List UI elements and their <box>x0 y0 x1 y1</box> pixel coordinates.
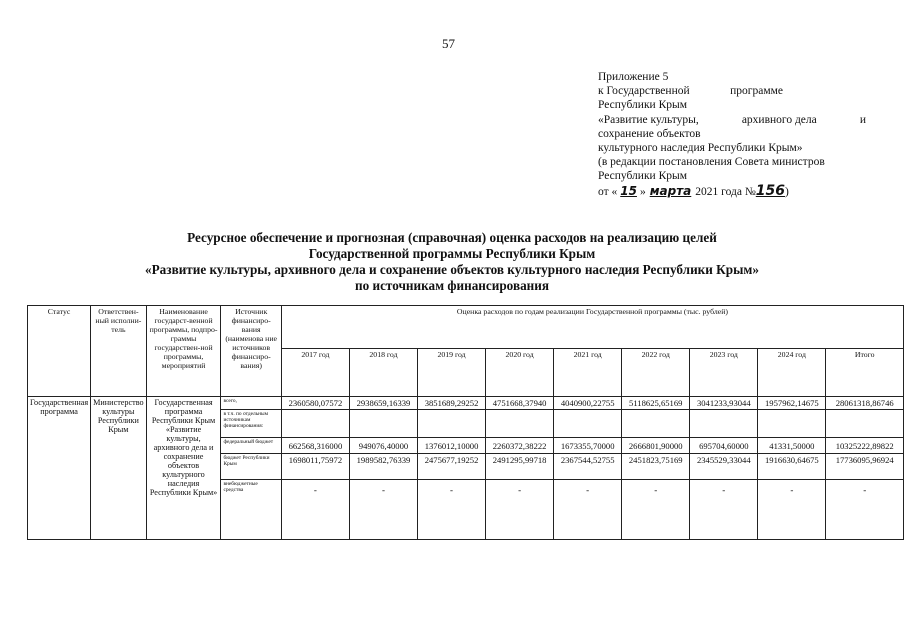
header-year: 2024 год <box>758 349 826 397</box>
table-cell: - <box>826 480 904 540</box>
table-cell: 4040900,22755 <box>554 397 622 410</box>
table-cell <box>281 410 349 438</box>
appendix-line: сохранение объектов <box>598 127 701 140</box>
table-cell: 4751668,37940 <box>486 397 554 410</box>
table-cell: - <box>690 480 758 540</box>
cell-executor: Министерство культуры Республики Крым <box>91 397 146 540</box>
header-year: 2023 год <box>690 349 758 397</box>
table-cell <box>486 410 554 438</box>
cell-source: в т.ч. по отдельным источникам финансирования: <box>221 410 281 438</box>
title-line: Государственной программы Республики Крым <box>308 246 596 261</box>
header-year: 2019 год <box>418 349 486 397</box>
table-cell <box>690 410 758 438</box>
header-year: 2020 год <box>486 349 554 397</box>
table-cell: 3851689,29252 <box>418 397 486 410</box>
appendix-text: программе <box>730 85 783 98</box>
date-prefix: от « <box>598 185 618 198</box>
table-cell: 28061318,86746 <box>826 397 904 410</box>
table-cell: 662568,316000 <box>281 438 349 454</box>
table-cell: 2491295,99718 <box>486 454 554 480</box>
table-cell <box>622 410 690 438</box>
appendix-line: (в редакции постановления Совета министров <box>598 156 825 169</box>
table-cell: 17736095,96924 <box>826 454 904 480</box>
table-cell: 5118625,65169 <box>622 397 690 410</box>
appendix-line: Приложение 5 <box>598 71 669 83</box>
table-cell: 1698011,75972 <box>281 454 349 480</box>
table-cell: 3041233,93044 <box>690 397 758 410</box>
appendix-line <box>598 113 866 127</box>
header-year: 2017 год <box>281 349 349 397</box>
appendix-text: архивного дела <box>741 113 817 126</box>
table-cell: 1673355,70000 <box>554 438 622 454</box>
header-name: Наименование государст-венной программы, подпро-граммы государствен-ной программы, мероприятий <box>146 306 221 397</box>
date-day: 15 <box>620 183 637 198</box>
table-cell: 2451823,75169 <box>622 454 690 480</box>
table-row <box>28 397 904 410</box>
appendix-text: к Государственной <box>598 85 690 98</box>
table-cell: 695704,60000 <box>690 438 758 454</box>
date-mid: » <box>639 185 646 198</box>
header-year: 2021 год <box>554 349 622 397</box>
table-cell <box>826 410 904 438</box>
table-cell: 2666801,90000 <box>622 438 690 454</box>
funding-table <box>27 305 904 540</box>
header-year: 2022 год <box>622 349 690 397</box>
date-number: 156 <box>755 182 786 199</box>
header-executor: Ответствен-ный исполни-тель <box>91 306 146 397</box>
page-number: 57 <box>442 36 455 51</box>
cell-status: Государственная программа <box>28 397 91 540</box>
table-cell: 41331,50000 <box>758 438 826 454</box>
title-line: «Развитие культуры, архивного дела и сохранение объектов культурного наследия Республики Крым» <box>145 262 759 277</box>
table-cell <box>758 410 826 438</box>
cell-program-name: Государственная программа Республики Крым «Развитие культуры, архивного дела и сохранение объектов культурного наследия Республики Крым» <box>146 397 221 540</box>
table-cell: 949076,40000 <box>349 438 417 454</box>
cell-source: внебюджетные средства <box>221 480 281 540</box>
appendix-text: «Развитие культуры, <box>598 113 699 126</box>
table-cell: - <box>758 480 826 540</box>
table-cell: - <box>418 480 486 540</box>
table-cell: 10325222,89822 <box>826 438 904 454</box>
title-line: Ресурсное обеспечение и прогнозная (справочная) оценка расходов на реализацию целей <box>187 230 717 245</box>
appendix-line: Республики Крым <box>598 99 687 112</box>
cell-source: федеральный бюджет <box>221 438 281 454</box>
table-cell: - <box>349 480 417 540</box>
table-cell: - <box>281 480 349 540</box>
header-status: Статус <box>28 306 91 397</box>
date-month: марта <box>649 183 692 198</box>
header-estimate: Оценка расходов по годам реализации Государственной программы (тыс. рублей) <box>281 306 903 349</box>
header-year: 2018 год <box>349 349 417 397</box>
appendix-block <box>598 70 866 199</box>
date-suffix: ) <box>785 185 789 198</box>
table-cell: 2367544,52755 <box>554 454 622 480</box>
table-cell: 1989582,76339 <box>349 454 417 480</box>
table-cell <box>349 410 417 438</box>
header-source: Источник финансиро-вания (наименова ние источников финансиро-вания) <box>221 306 281 397</box>
appendix-line <box>598 84 783 98</box>
appendix-text: и <box>859 113 866 126</box>
appendix-line: культурного наследия Республики Крым» <box>598 142 803 155</box>
table-cell: 2260372,38222 <box>486 438 554 454</box>
date-year: 2021 года № <box>695 185 756 198</box>
table-cell: - <box>554 480 622 540</box>
table-cell: - <box>486 480 554 540</box>
header-total: Итого <box>826 349 904 397</box>
table-cell: - <box>622 480 690 540</box>
table-cell: 1957962,14675 <box>758 397 826 410</box>
table-cell <box>418 410 486 438</box>
table-cell: 1376012,10000 <box>418 438 486 454</box>
document-title <box>0 230 904 294</box>
table-cell: 2938659,16339 <box>349 397 417 410</box>
cell-source: всего, <box>221 397 281 410</box>
appendix-line: Республики Крым <box>598 170 687 183</box>
table-cell: 2360580,07572 <box>281 397 349 410</box>
cell-source: бюджет Республики Крым <box>221 454 281 480</box>
table-cell <box>554 410 622 438</box>
table-cell: 2345529,33044 <box>690 454 758 480</box>
title-line: по источникам финансирования <box>354 278 549 293</box>
table-cell: 2475677,19252 <box>418 454 486 480</box>
table-cell: 1916630,64675 <box>758 454 826 480</box>
appendix-date-line <box>598 184 866 199</box>
